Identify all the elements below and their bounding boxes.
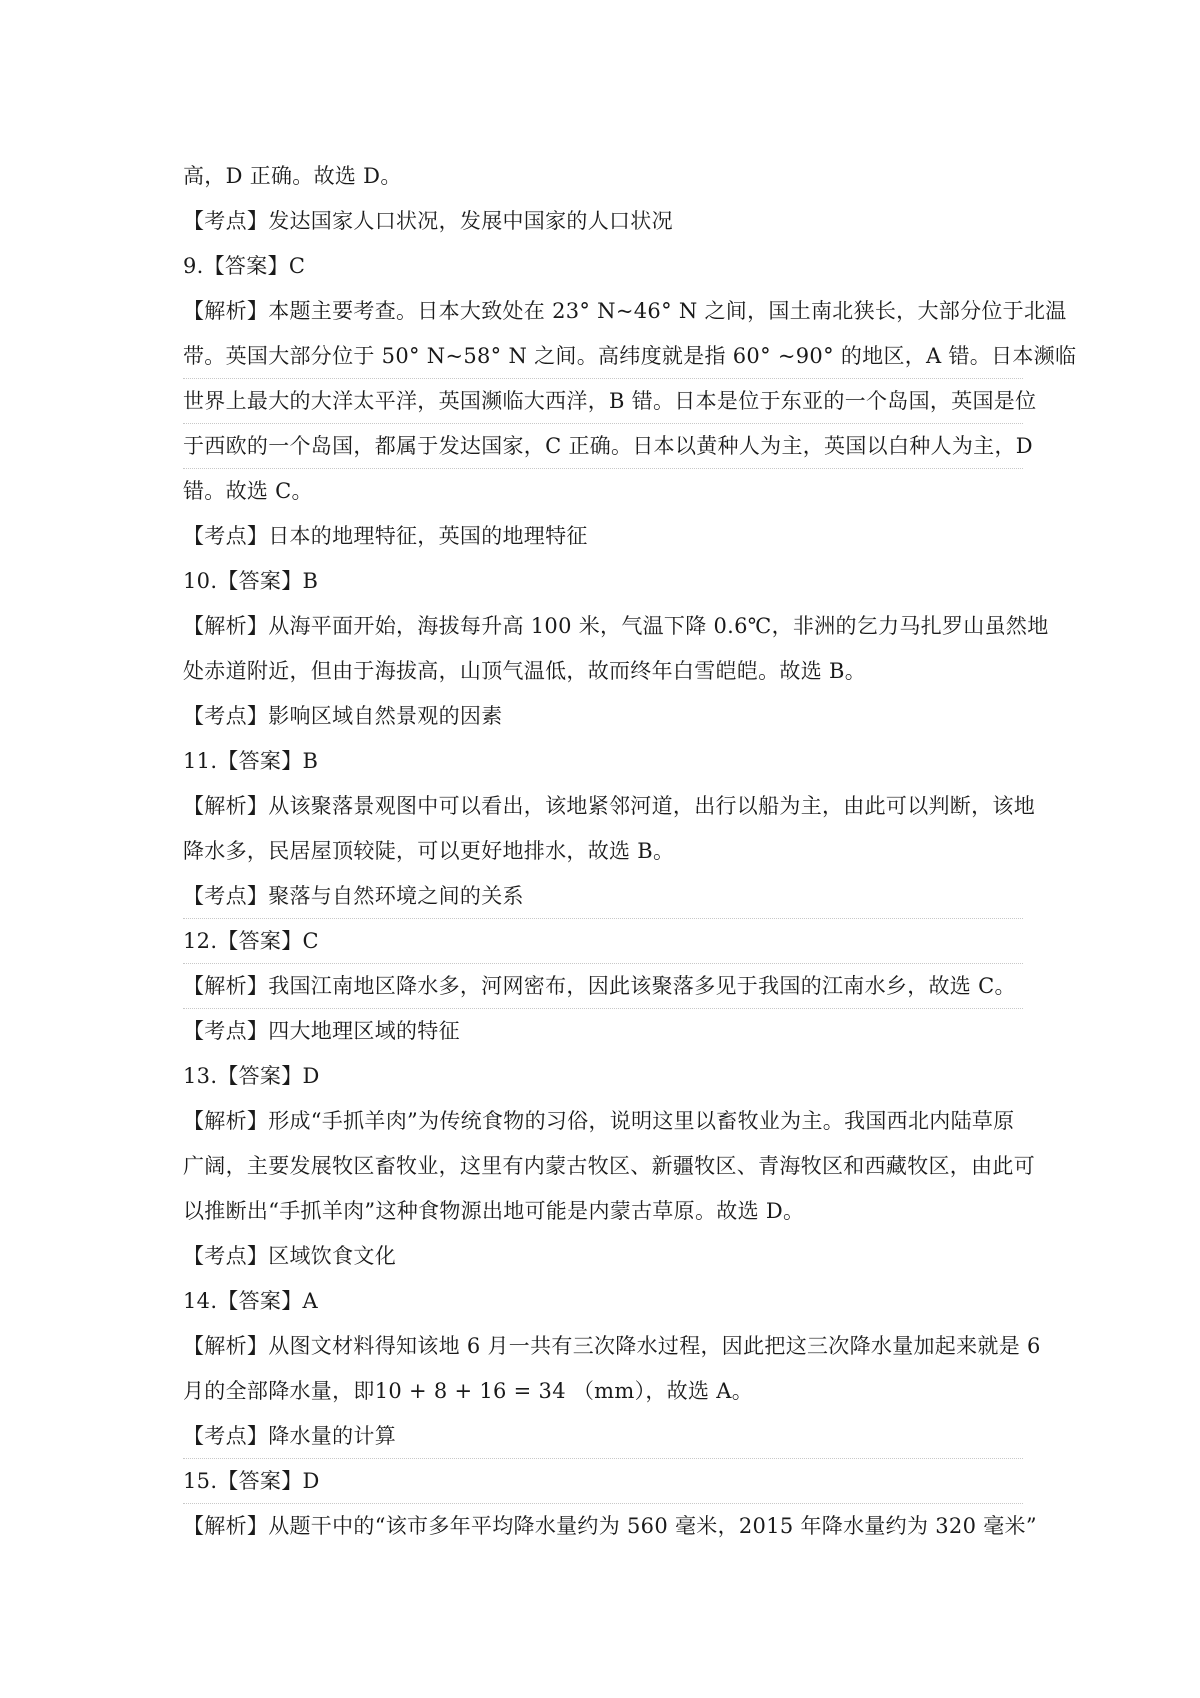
- text-line: 11.【答案】B: [183, 749, 319, 773]
- text-line: 处赤道附近，但由于海拔高，山顶气温低，故而终年白雪皑皑。故选 B。: [183, 659, 867, 683]
- text-line: 【解析】从题干中的“该市多年平均降水量约为 560 毫米，2015 年降水量约为 320 毫米”: [183, 1514, 1037, 1538]
- text-line: 【考点】日本的地理特征，英国的地理特征: [183, 524, 588, 548]
- answer-explanation-text: [183, 154, 1077, 1549]
- text-line: 【考点】降水量的计算: [183, 1414, 1023, 1459]
- text-line: 【考点】发达国家人口状况，发展中国家的人口状况: [183, 209, 673, 233]
- text-line: 【解析】形成“手抓羊肉”为传统食物的习俗，说明这里以畜牧业为主。我国西北内陆草原: [183, 1109, 1015, 1133]
- text-line: 【解析】从该聚落景观图中可以看出，该地紧邻河道，出行以船为主，由此可以判断，该地: [183, 794, 1035, 818]
- text-line: 13.【答案】D: [183, 1064, 320, 1088]
- text-line: 【解析】从图文材料得知该地 6 月一共有三次降水过程，因此把这三次降水量加起来就是 6: [183, 1334, 1041, 1358]
- text-line: 10.【答案】B: [183, 569, 319, 593]
- text-line: 14.【答案】A: [183, 1289, 318, 1313]
- text-line: 带。英国大部分位于 50° N~58° N 之间。高纬度就是指 60° ~90° 的地区，A 错。日本濒临: [183, 334, 1023, 379]
- text-line: 【考点】影响区域自然景观的因素: [183, 704, 503, 728]
- text-line: 错。故选 C。: [183, 479, 313, 503]
- text-line: 以推断出“手抓羊肉”这种食物源出地可能是内蒙古草原。故选 D。: [183, 1199, 805, 1223]
- text-line: 【考点】四大地理区域的特征: [183, 1019, 460, 1043]
- text-line: 降水多，民居屋顶较陡，可以更好地排水，故选 B。: [183, 839, 675, 863]
- text-line: 世界上最大的大洋太平洋，英国濒临大西洋，B 错。日本是位于东亚的一个岛国，英国是位: [183, 379, 1023, 424]
- text-line: 【解析】从海平面开始，海拔每升高 100 米，气温下降 0.6℃，非洲的乞力马扎罗山虽然地: [183, 614, 1049, 638]
- text-line: 【解析】我国江南地区降水多，河网密布，因此该聚落多见于我国的江南水乡，故选 C。: [183, 964, 1023, 1009]
- text-line: 【考点】聚落与自然环境之间的关系: [183, 874, 1023, 919]
- text-line: 高，D 正确。故选 D。: [183, 164, 402, 188]
- text-line: 广阔，主要发展牧区畜牧业，这里有内蒙古牧区、新疆牧区、青海牧区和西藏牧区，由此可: [183, 1154, 1035, 1178]
- text-line: 9.【答案】C: [183, 254, 306, 278]
- text-line: 【解析】本题主要考查。日本大致处在 23° N~46° N 之间，国土南北狭长，大部分位于北温: [183, 299, 1067, 323]
- text-line: 于西欧的一个岛国，都属于发达国家，C 正确。日本以黄种人为主，英国以白种人为主，D: [183, 424, 1023, 469]
- text-line: 15.【答案】D: [183, 1459, 1023, 1504]
- text-line: 12.【答案】C: [183, 919, 1023, 964]
- text-line: 【考点】区域饮食文化: [183, 1244, 396, 1268]
- text-line: 月的全部降水量，即10 + 8 + 16 = 34 （mm），故选 A。: [183, 1379, 754, 1403]
